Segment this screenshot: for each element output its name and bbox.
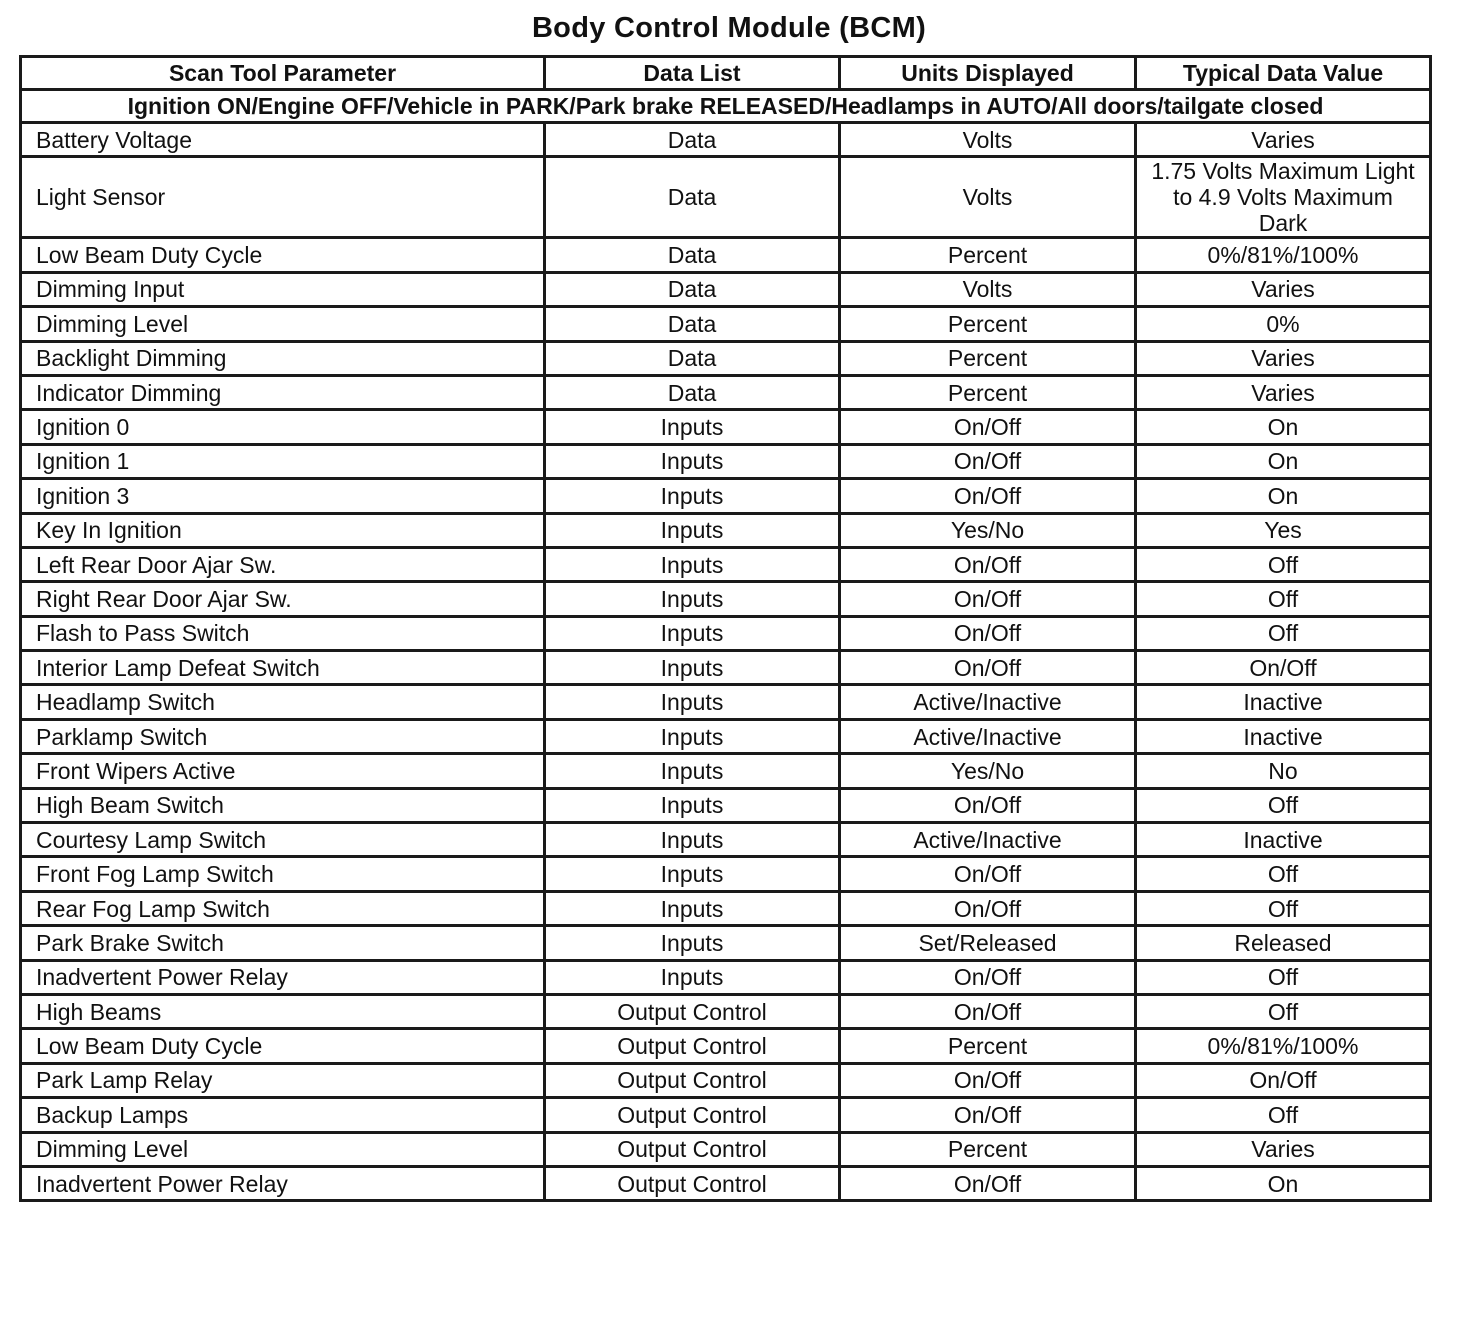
units-cell: Percent bbox=[840, 375, 1136, 409]
data-list-cell: Inputs bbox=[545, 616, 840, 650]
units-cell: Active/Inactive bbox=[840, 719, 1136, 753]
data-list-cell: Output Control bbox=[545, 1132, 840, 1166]
typical-value-cell: On/Off bbox=[1136, 651, 1431, 685]
units-cell: On/Off bbox=[840, 994, 1136, 1028]
data-list-cell: Output Control bbox=[545, 1063, 840, 1097]
typical-value-cell: No bbox=[1136, 754, 1431, 788]
table-row bbox=[21, 375, 1431, 409]
table-row bbox=[21, 994, 1431, 1028]
data-list-cell: Inputs bbox=[545, 719, 840, 753]
typical-value-cell: On bbox=[1136, 479, 1431, 513]
parameter-cell: Rear Fog Lamp Switch bbox=[21, 891, 545, 925]
condition-row bbox=[21, 90, 1431, 123]
parameter-cell: Right Rear Door Ajar Sw. bbox=[21, 582, 545, 616]
typical-value-cell: 0%/81%/100% bbox=[1136, 238, 1431, 272]
table-row bbox=[21, 547, 1431, 581]
data-list-cell: Output Control bbox=[545, 1098, 840, 1132]
units-cell: Volts bbox=[840, 157, 1136, 238]
parameter-cell: Headlamp Switch bbox=[21, 685, 545, 719]
parameter-cell: Ignition 3 bbox=[21, 479, 545, 513]
data-list-cell: Inputs bbox=[545, 685, 840, 719]
typical-value-cell: Varies bbox=[1136, 375, 1431, 409]
units-cell: On/Off bbox=[840, 444, 1136, 478]
data-list-cell: Inputs bbox=[545, 926, 840, 960]
data-list-cell: Data bbox=[545, 157, 840, 238]
test-condition: Ignition ON/Engine OFF/Vehicle in PARK/Park brake RELEASED/Headlamps in AUTO/All doors/tailgate closed bbox=[21, 90, 1431, 123]
data-list-cell: Inputs bbox=[545, 513, 840, 547]
data-list-cell: Data bbox=[545, 307, 840, 341]
table-row bbox=[21, 616, 1431, 650]
parameter-cell: Dimming Level bbox=[21, 1132, 545, 1166]
units-cell: On/Off bbox=[840, 479, 1136, 513]
table-row bbox=[21, 444, 1431, 478]
units-cell: On/Off bbox=[840, 788, 1136, 822]
typical-value-cell: On/Off bbox=[1136, 1063, 1431, 1097]
parameter-cell: Flash to Pass Switch bbox=[21, 616, 545, 650]
parameter-cell: Interior Lamp Defeat Switch bbox=[21, 651, 545, 685]
data-list-cell: Inputs bbox=[545, 651, 840, 685]
parameter-cell: Inadvertent Power Relay bbox=[21, 960, 545, 994]
units-cell: On/Off bbox=[840, 651, 1136, 685]
typical-value-cell: Off bbox=[1136, 1098, 1431, 1132]
typical-value-cell: 0% bbox=[1136, 307, 1431, 341]
typical-value-cell: Off bbox=[1136, 994, 1431, 1028]
parameter-cell: Park Lamp Relay bbox=[21, 1063, 545, 1097]
data-list-cell: Output Control bbox=[545, 1166, 840, 1200]
table-row bbox=[21, 513, 1431, 547]
typical-value-cell: Varies bbox=[1136, 1132, 1431, 1166]
data-list-cell: Inputs bbox=[545, 960, 840, 994]
data-list-cell: Data bbox=[545, 238, 840, 272]
data-list-cell: Inputs bbox=[545, 582, 840, 616]
units-cell: Percent bbox=[840, 1029, 1136, 1063]
typical-value-cell: Off bbox=[1136, 547, 1431, 581]
data-list-cell: Data bbox=[545, 272, 840, 306]
table-row bbox=[21, 1063, 1431, 1097]
units-cell: Yes/No bbox=[840, 513, 1136, 547]
parameter-cell: Inadvertent Power Relay bbox=[21, 1166, 545, 1200]
table-row bbox=[21, 1098, 1431, 1132]
units-cell: Percent bbox=[840, 307, 1136, 341]
typical-value-cell: 1.75 Volts Maximum Light to 4.9 Volts Maximum Dark bbox=[1136, 157, 1431, 238]
typical-value-cell: On bbox=[1136, 410, 1431, 444]
parameter-cell: Low Beam Duty Cycle bbox=[21, 238, 545, 272]
bcm-data-table bbox=[19, 55, 1432, 1202]
typical-value-cell: Inactive bbox=[1136, 719, 1431, 753]
units-cell: On/Off bbox=[840, 1098, 1136, 1132]
typical-value-cell: On bbox=[1136, 444, 1431, 478]
table-row bbox=[21, 272, 1431, 306]
units-cell: On/Off bbox=[840, 891, 1136, 925]
units-cell: On/Off bbox=[840, 410, 1136, 444]
typical-value-cell: Varies bbox=[1136, 341, 1431, 375]
parameter-cell: Light Sensor bbox=[21, 157, 545, 238]
typical-value-cell: Varies bbox=[1136, 123, 1431, 157]
data-list-cell: Inputs bbox=[545, 788, 840, 822]
parameter-cell: Indicator Dimming bbox=[21, 375, 545, 409]
parameter-cell: High Beam Switch bbox=[21, 788, 545, 822]
units-cell: Percent bbox=[840, 238, 1136, 272]
units-cell: Set/Released bbox=[840, 926, 1136, 960]
parameter-cell: Ignition 1 bbox=[21, 444, 545, 478]
units-cell: Yes/No bbox=[840, 754, 1136, 788]
data-list-cell: Inputs bbox=[545, 891, 840, 925]
table-row bbox=[21, 857, 1431, 891]
units-cell: Volts bbox=[840, 272, 1136, 306]
parameter-cell: Battery Voltage bbox=[21, 123, 545, 157]
data-list-cell: Inputs bbox=[545, 479, 840, 513]
units-cell: Volts bbox=[840, 123, 1136, 157]
table-row bbox=[21, 1166, 1431, 1200]
header-data-list: Data List bbox=[545, 57, 840, 90]
data-list-cell: Inputs bbox=[545, 410, 840, 444]
table-row bbox=[21, 788, 1431, 822]
parameter-cell: Front Fog Lamp Switch bbox=[21, 857, 545, 891]
units-cell: On/Off bbox=[840, 582, 1136, 616]
table-row bbox=[21, 960, 1431, 994]
typical-value-cell: 0%/81%/100% bbox=[1136, 1029, 1431, 1063]
table-row bbox=[21, 1029, 1431, 1063]
units-cell: Active/Inactive bbox=[840, 685, 1136, 719]
parameter-cell: Low Beam Duty Cycle bbox=[21, 1029, 545, 1063]
header-row bbox=[21, 57, 1431, 90]
table-row bbox=[21, 754, 1431, 788]
table-row bbox=[21, 719, 1431, 753]
parameter-cell: Ignition 0 bbox=[21, 410, 545, 444]
units-cell: Percent bbox=[840, 1132, 1136, 1166]
typical-value-cell: On bbox=[1136, 1166, 1431, 1200]
table-row bbox=[21, 123, 1431, 157]
parameter-cell: Courtesy Lamp Switch bbox=[21, 823, 545, 857]
typical-value-cell: Inactive bbox=[1136, 823, 1431, 857]
data-list-cell: Output Control bbox=[545, 994, 840, 1028]
table-row bbox=[21, 582, 1431, 616]
header-scan-tool-parameter: Scan Tool Parameter bbox=[21, 57, 545, 90]
parameter-cell: Key In Ignition bbox=[21, 513, 545, 547]
parameter-cell: Front Wipers Active bbox=[21, 754, 545, 788]
table-row bbox=[21, 238, 1431, 272]
units-cell: On/Off bbox=[840, 857, 1136, 891]
parameter-cell: Park Brake Switch bbox=[21, 926, 545, 960]
header-units-displayed: Units Displayed bbox=[840, 57, 1136, 90]
parameter-cell: Backup Lamps bbox=[21, 1098, 545, 1132]
parameter-cell: Dimming Input bbox=[21, 272, 545, 306]
data-list-cell: Data bbox=[545, 123, 840, 157]
table-row bbox=[21, 823, 1431, 857]
table-row bbox=[21, 926, 1431, 960]
page-title: Body Control Module (BCM) bbox=[531, 12, 927, 44]
data-list-cell: Output Control bbox=[545, 1029, 840, 1063]
parameter-cell: Left Rear Door Ajar Sw. bbox=[21, 547, 545, 581]
units-cell: On/Off bbox=[840, 960, 1136, 994]
table-row bbox=[21, 410, 1431, 444]
table-row bbox=[21, 157, 1431, 238]
units-cell: Percent bbox=[840, 341, 1136, 375]
units-cell: On/Off bbox=[840, 547, 1136, 581]
table-row bbox=[21, 891, 1431, 925]
typical-value-cell: Inactive bbox=[1136, 685, 1431, 719]
data-list-cell: Inputs bbox=[545, 857, 840, 891]
typical-value-cell: Off bbox=[1136, 616, 1431, 650]
table-row bbox=[21, 341, 1431, 375]
parameter-cell: Dimming Level bbox=[21, 307, 545, 341]
header-typical-data-value: Typical Data Value bbox=[1136, 57, 1431, 90]
parameter-cell: Backlight Dimming bbox=[21, 341, 545, 375]
typical-value-cell: Off bbox=[1136, 857, 1431, 891]
typical-value-cell: Yes bbox=[1136, 513, 1431, 547]
parameter-cell: High Beams bbox=[21, 994, 545, 1028]
units-cell: On/Off bbox=[840, 1063, 1136, 1097]
typical-value-cell: Varies bbox=[1136, 272, 1431, 306]
typical-value-cell: Off bbox=[1136, 891, 1431, 925]
data-list-cell: Inputs bbox=[545, 823, 840, 857]
typical-value-cell: Off bbox=[1136, 788, 1431, 822]
units-cell: On/Off bbox=[840, 1166, 1136, 1200]
table-body bbox=[21, 123, 1431, 1201]
table-row bbox=[21, 307, 1431, 341]
data-list-cell: Data bbox=[545, 341, 840, 375]
units-cell: Active/Inactive bbox=[840, 823, 1136, 857]
data-list-cell: Inputs bbox=[545, 754, 840, 788]
table-row bbox=[21, 1132, 1431, 1166]
table-row bbox=[21, 685, 1431, 719]
typical-value-cell: Released bbox=[1136, 926, 1431, 960]
table-row bbox=[21, 651, 1431, 685]
units-cell: On/Off bbox=[840, 616, 1136, 650]
table-row bbox=[21, 479, 1431, 513]
typical-value-cell: Off bbox=[1136, 960, 1431, 994]
data-list-cell: Data bbox=[545, 375, 840, 409]
data-list-cell: Inputs bbox=[545, 547, 840, 581]
data-list-cell: Inputs bbox=[545, 444, 840, 478]
typical-value-cell: Off bbox=[1136, 582, 1431, 616]
parameter-cell: Parklamp Switch bbox=[21, 719, 545, 753]
